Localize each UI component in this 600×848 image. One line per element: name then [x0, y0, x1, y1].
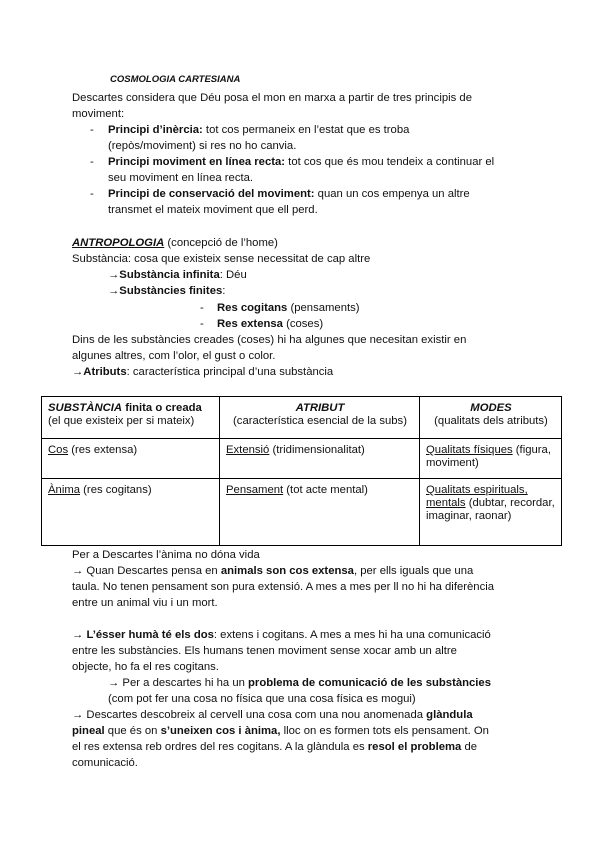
paragraph-line: entre un animal viu i un mort.	[72, 597, 218, 609]
bullet-dash: -	[90, 156, 94, 168]
header-substancia	[42, 397, 220, 439]
res-cogitans-text: (pensaments)	[287, 302, 360, 314]
table-cell	[420, 479, 562, 546]
header-modes	[420, 397, 562, 439]
res-cogitans-item	[217, 301, 360, 315]
header-atribut-main: ATRIBUT	[295, 402, 345, 414]
cell-text: (res extensa)	[68, 444, 138, 456]
table-cell	[42, 479, 220, 546]
antropologia-title: ANTROPOLOGIA	[72, 237, 165, 249]
text-bold: animals son cos extensa	[220, 565, 354, 577]
paragraph-line: comunicació.	[72, 757, 138, 769]
res-extensa-text: (coses)	[282, 318, 324, 330]
table-cell	[420, 439, 562, 479]
paragraph-line: taula. No tenen pensament son pura extensió. A mes a mes per ll no hi ha diferència	[72, 581, 495, 593]
table-row	[42, 439, 562, 479]
cell-term: Qualitats espirituals, mentals	[426, 484, 528, 509]
text-bold: resol el problema	[367, 741, 462, 753]
section-title-cosmologia: COSMOLOGIA CARTESIANA	[110, 74, 241, 85]
header-atribut	[220, 397, 420, 439]
paragraph-line: Substància: cosa que existeix sense necessitat de cap altre	[72, 253, 371, 265]
text-bold: pineal	[72, 725, 105, 737]
list-item-cont: seu moviment en línea recta.	[108, 172, 254, 184]
text-bold: L’ésser humà té els dos	[86, 629, 214, 641]
header-modes-main: MODES	[470, 402, 512, 414]
bullet-dash: -	[200, 302, 204, 314]
section-title-antropologia	[72, 236, 278, 250]
text-run: →	[72, 629, 87, 641]
arrow-icon: →	[108, 269, 120, 281]
paragraph-line	[72, 564, 473, 578]
text-run: , per ells iguals que una	[353, 565, 474, 577]
header-substancia-sub: (el que existeix per si mateix)	[48, 415, 195, 427]
cell-term: Extensió	[226, 444, 270, 456]
text-run: → Descartes descobreix al cervell una cosa com una nou anomenada	[72, 709, 427, 721]
cell-term: Pensament	[226, 484, 284, 496]
paragraph-line: Descartes considera que Déu posa el mon en marxa a partir de tres principis de	[72, 92, 472, 104]
table-cell	[220, 479, 420, 546]
table-cell	[42, 439, 220, 479]
finites-label: Substàncies finites	[119, 285, 223, 297]
list-item-inercia	[108, 123, 409, 137]
header-substancia-rest: finita o creada	[122, 402, 202, 414]
text-run: : extens i cogitans. A mes a mes hi ha una comunicació	[213, 629, 491, 641]
principle-label: Principi d’inèrcia:	[108, 124, 203, 136]
arrow-icon: →	[72, 366, 84, 378]
antropologia-note: (concepció de l’home)	[164, 237, 278, 249]
bullet-dash: -	[90, 188, 94, 200]
table-cell	[220, 439, 420, 479]
atributs-line	[72, 365, 333, 379]
cell-term: Cos	[48, 444, 69, 456]
paragraph-line: algunes altres, com l’olor, el gust o color.	[72, 350, 276, 362]
cell-term: Ànima	[48, 484, 81, 496]
paragraph-line	[72, 740, 477, 754]
substance-table	[41, 396, 562, 546]
cell-text: (res cogitans)	[80, 484, 152, 496]
atributs-text: : característica principal d’una substància	[126, 366, 334, 378]
paragraph-line	[72, 628, 491, 642]
text-bold: glàndula	[426, 709, 473, 721]
infinita-label: Substància infinita	[119, 269, 220, 281]
principle-text: tot cos que és mou tendeix a continuar el	[285, 156, 495, 168]
text-run: el res extensa reb ordres del res cogitans. A la glàndula es	[72, 741, 368, 753]
res-cogitans-label: Res cogitans	[217, 302, 288, 314]
cell-text: (tot acte mental)	[283, 484, 368, 496]
substancia-infinita	[108, 268, 247, 282]
paragraph-line: objecte, ho fa el res cogitans.	[72, 661, 219, 673]
cell-term: Qualitats físiques	[426, 444, 513, 456]
text-run: → Quan Descartes pensa en	[72, 565, 221, 577]
table-header-row	[42, 397, 562, 439]
text-bold: problema de comunicació de les substàncies	[248, 677, 491, 689]
text-run: que és on	[104, 725, 161, 737]
header-substancia-main: SUBSTÀNCIA	[48, 402, 123, 414]
principle-label: Principi de conservació del moviment:	[108, 188, 315, 200]
principle-text: quan un cos empenya un altre	[314, 188, 470, 200]
principle-label: Principi moviment en línea recta:	[108, 156, 286, 168]
paragraph-line: moviment:	[72, 108, 125, 120]
paragraph-line: entre les substàncies. Els humans tenen moviment sense xocar amb un altre	[72, 645, 457, 657]
res-extensa-label: Res extensa	[217, 318, 283, 330]
res-extensa-item	[217, 317, 323, 331]
paragraph-line	[72, 708, 473, 722]
cell-text: (tridimensionalitat)	[269, 444, 365, 456]
text-run: de	[461, 741, 478, 753]
list-item-linea-recta	[108, 155, 494, 169]
list-item-cont: (repòs/moviment) si res no ho canvia.	[108, 140, 297, 152]
header-atribut-sub: (característica esencial de la subs)	[233, 415, 407, 427]
text-run: → Per a descartes hi ha un	[108, 677, 249, 689]
substancies-finites	[108, 284, 225, 298]
paragraph-line: (com pot fer una cosa no física que una cosa física es mogui)	[108, 693, 416, 705]
list-item-cont: transmet el mateix moviment que ell perd.	[108, 204, 318, 216]
text-run: lloc on es formen tots els pensament. On	[280, 725, 489, 737]
paragraph-line: Dins de les substàncies creades (coses) hi ha algunes que necesitan existir en	[72, 334, 467, 346]
arrow-icon: →	[108, 285, 120, 297]
principle-text: tot cos permaneix en l’estat que es troba	[202, 124, 410, 136]
paragraph-line	[72, 724, 489, 738]
cell-text: (dubtar, recordar, imaginar, raonar)	[426, 497, 555, 522]
atributs-label: Atributs	[83, 366, 127, 378]
paragraph-line: Per a Descartes l’ànima no dóna vida	[72, 549, 260, 561]
list-item-conservacio	[108, 187, 470, 201]
infinita-text: : Déu	[219, 269, 247, 281]
paragraph-line	[108, 676, 491, 690]
table-row	[42, 479, 562, 546]
finites-text: :	[222, 285, 226, 297]
bullet-dash: -	[90, 124, 94, 136]
cell-text: (figura, moviment)	[426, 444, 551, 469]
bullet-dash: -	[200, 318, 204, 330]
text-bold: s’uneixen cos i ànima,	[160, 725, 281, 737]
header-modes-sub: (qualitats dels atributs)	[434, 415, 548, 427]
